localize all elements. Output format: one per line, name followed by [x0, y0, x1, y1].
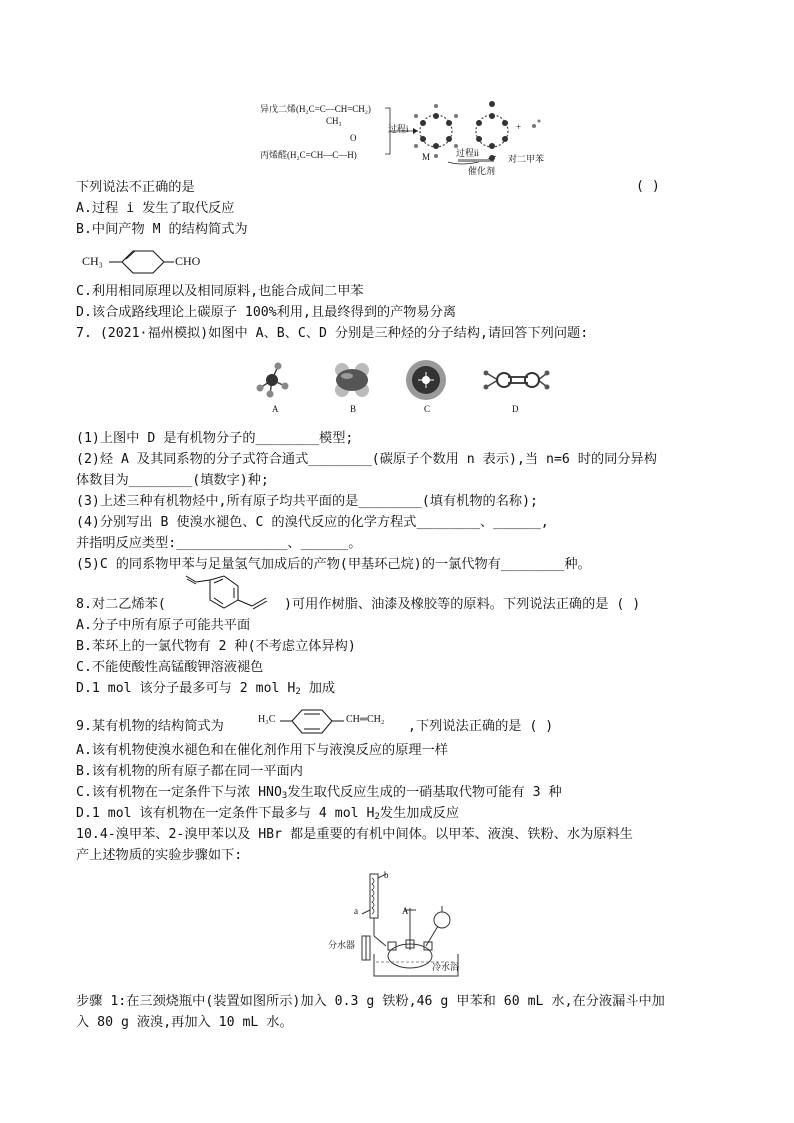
q9-option-d-sub: 2: [374, 812, 380, 822]
q9-option-c-sub: 3: [281, 791, 288, 801]
q9-stem-start: 9.某有机物的结构简式为: [76, 719, 224, 734]
model-c-label: C: [424, 404, 431, 414]
model-a-label: A: [272, 404, 279, 414]
q6-struct-cho: CHO: [175, 254, 201, 268]
q10-apparatus: [326, 870, 476, 978]
q10-step1-line1: 步骤 1:在三颈烧瓶中(装置如图所示)加入 0.3 g 铁粉,46 g 甲苯和 60 mL 水,在分液漏斗中加: [76, 994, 665, 1009]
step2-label: 过程ii: [456, 148, 480, 158]
q7-models-svg: [250, 352, 550, 418]
q10-step1-line2: 入 80 g 液溴,再加入 10 mL 水。: [76, 1015, 293, 1030]
q8-option-a: A.分子中所有原子可能共平面: [76, 618, 251, 633]
q8-option-c: C.不能使酸性高锰酸钾溶液褪色: [76, 660, 264, 675]
q9-structure: [258, 706, 408, 740]
q6-struct-ch3: CH₃: [82, 254, 103, 268]
q6-option-d: D.该合成路线理论上碳原子 100%利用,且最终得到的产物易分离: [76, 305, 457, 320]
acrolein-carbonyl-o: O: [350, 133, 357, 143]
q8-option-d: [76, 680, 335, 698]
q9-option-d: [76, 805, 459, 823]
apparatus-label-b: b: [384, 870, 389, 880]
q6-ring-svg: [82, 248, 212, 276]
reaction-scheme: [258, 96, 558, 178]
model-d-label: D: [512, 404, 519, 414]
q9-option-c-tail: 发生取代反应生成的一硝基取代物可能有 3 种: [287, 785, 562, 800]
q9-option-d-text: D.1 mol 该有机物在一定条件下最多与 4 mol H: [76, 806, 375, 821]
q8-stem-start: 8.对二乙烯苯(: [76, 597, 166, 612]
model-d-ball-stick: [484, 371, 550, 390]
q7-sub3: (3)上述三种有机物烃中,所有原子均共平面的是________(填有机物的名称);: [76, 494, 538, 509]
isoprene-methyl: CH₃: [326, 116, 342, 126]
q7-stem: 7. (2021·福州模拟)如图中 A、B、C、D 分别是三种烃的分子结构,请回答下列问题:: [76, 326, 589, 341]
model-c-space-filling: [406, 360, 446, 400]
q8-structure-svg: [178, 572, 288, 614]
q8-option-d-text: D.1 mol 该分子最多可与 2 mol H: [76, 681, 296, 696]
apparatus-label-a: a: [354, 906, 358, 916]
q8-option-b: B.苯环上的一氯代物有 2 种(不考虑立体异构): [76, 639, 356, 654]
q9-option-b: B.该有机物的所有原子都在同一平面内: [76, 764, 303, 779]
q7-sub2-cont: 体数目为________(填数字)种;: [76, 473, 269, 488]
q7-sub2: (2)烃 A 及其同系物的分子式符合通式________(碳原子个数用 n 表示),当 n=6 时的同分异构: [76, 452, 657, 467]
q6-option-a: A.过程 i 发生了取代反应: [76, 201, 235, 216]
apparatus-label-A: A: [402, 906, 409, 916]
step1-label: 过程i: [388, 124, 409, 134]
q7-molecule-models: [250, 352, 550, 418]
q9-struct-methyl: H₃C: [258, 714, 276, 725]
q6-structure-m: [82, 248, 212, 276]
q7-sub4-cont: 并指明反应类型:______________、______。: [76, 536, 362, 551]
q6-stem: 下列说法不正确的是: [76, 180, 195, 195]
q6-option-b: B.中间产物 M 的结构简式为: [76, 222, 248, 237]
q9-ring-svg: [258, 706, 408, 740]
q7-sub5: (5)C 的同系物甲苯与足量氢气加成后的产物(甲基环己烷)的一氯代物有________种。: [76, 557, 591, 572]
q8-divinylbenzene-structure: [178, 572, 288, 614]
scheme-drawing: [258, 96, 558, 178]
molecule-xylene-ball-model: [476, 101, 508, 161]
q9-option-d-tail: 发生加成反应: [379, 806, 460, 821]
q9-option-c: [76, 784, 562, 802]
intermediate-m-label: M: [422, 152, 431, 162]
model-a-ball-stick: [257, 363, 289, 398]
q9-struct-vinyl: CH═CH₂: [346, 714, 385, 725]
q7-sub4: (4)分别写出 B 使溴水褪色、C 的溴代反应的化学方程式________、______,: [76, 515, 549, 530]
q10-stem-line1: 10.4-溴甲苯、2-溴甲苯以及 HBr 都是重要的有机中间体。以甲苯、液溴、铁粉、水为原料生: [76, 827, 633, 842]
isoprene-label: 异戊二烯(H₂C=C—CH=CH₂): [260, 104, 371, 114]
q10-stem-line2: 产上述物质的实验步骤如下:: [76, 848, 243, 863]
q6-option-c: C.利用相同原理以及相同原料,也能合成间二甲苯: [76, 284, 364, 299]
q9-option-a: A.该有机物使溴水褪色和在催化剂作用下与液溴反应的原理一样: [76, 743, 448, 758]
apparatus-bath-label: 冷水浴: [432, 962, 460, 972]
apparatus-separator-label: 分水器: [328, 940, 356, 950]
q9-option-c-text: C.该有机物在一定条件下与浓 HNO: [76, 785, 282, 800]
model-b-space-filling: [335, 363, 369, 397]
q7-sub1: (1)上图中 D 是有机物分子的________模型;: [76, 431, 354, 446]
molecule-m-ball-model: [414, 104, 458, 158]
acrolein-label: 丙烯醛(H₂C=CH—C—H): [260, 150, 357, 160]
plus-sign: +: [516, 122, 522, 132]
q6-answer-blank: ( ): [636, 179, 660, 194]
q8-option-d-sub: 2: [295, 687, 301, 697]
q9-stem-end: ,下列说法正确的是 ( ): [408, 719, 554, 734]
q8-option-d-tail: 加成: [300, 681, 336, 696]
model-b-label: B: [350, 404, 357, 414]
catalyst-label: 催化剂: [468, 166, 496, 176]
product-label: 对二甲苯: [508, 154, 545, 164]
q8-stem-end: )可用作树脂、油漆及橡胶等的原料。下列说法正确的是 ( ): [284, 597, 641, 612]
